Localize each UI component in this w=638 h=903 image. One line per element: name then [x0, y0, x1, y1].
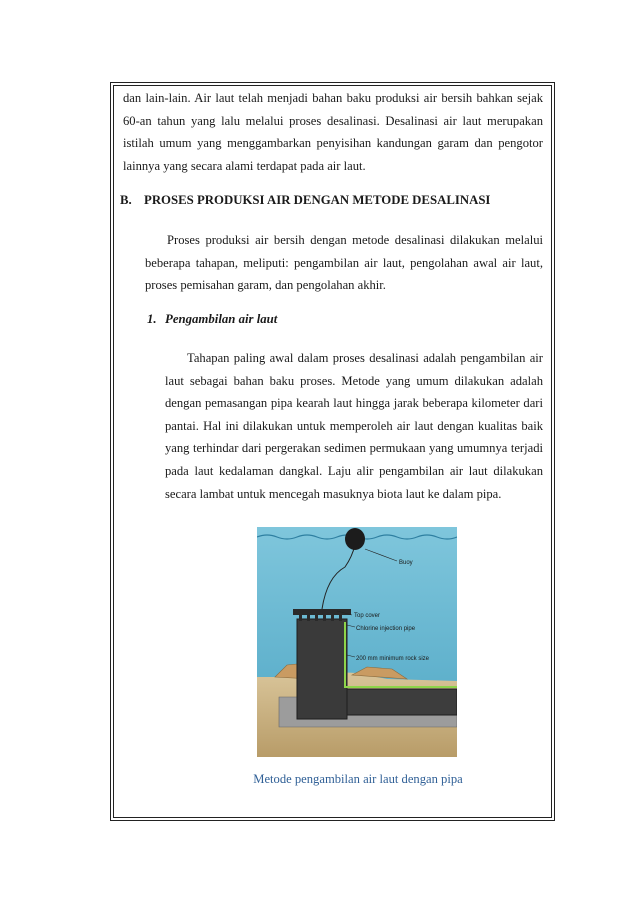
intake-chamber — [297, 619, 347, 719]
buoy-label: Buoy — [399, 560, 413, 566]
intake-pipe-figure — [257, 527, 457, 757]
section-b-title: PROSES PRODUKSI AIR DENGAN METODE DESALINASI — [144, 193, 491, 207]
subsection-1-heading — [147, 312, 277, 327]
subsection-1-paragraph: Tahapan paling awal dalam proses desalinasi adalah pengambilan air laut sebagai bahan baku proses. Metode yang umum dilakukan adalah dengan pemasangan pipa kearah laut hingga jarak beberapa kilometer dari pantai. Hal ini dilakukan untuk memperoleh air laut dengan kualitas baik yang terhindar dari pergerakan sedimen permukaan yang umumnya terjadi pada laut kedalaman dangkal. Laju alir pengambilan air laut dilakukan secara lambat untuk mencegah masuknya biota laut ke dalam pipa. — [165, 351, 543, 501]
section-b-paragraph: Proses produksi air bersih dengan metode desalinasi dilakukan melalui beberapa tahapan, meliputi: pengambilan air laut, pengolahan awal air laut, proses pemisahan garam, dan pengolahan akhir. — [145, 233, 543, 293]
intro-paragraph: dan lain-lain. Air laut telah menjadi bahan baku produksi air bersih bahkan sejak 60-an tahun yang lalu melalui proses desalinasi. Desalinasi air laut merupakan istilah umum yang menggambarkan penyisihan kandungan garam dan pengotor lainnya yang secara alami terdapat pada air laut. — [123, 91, 543, 173]
buoy-float — [345, 528, 365, 550]
section-b-heading — [120, 193, 490, 208]
intake-pipe — [347, 689, 457, 715]
rock-label: 200 mm minimum rock size — [356, 656, 430, 662]
intake-pipe-diagram — [257, 527, 457, 757]
figure-caption: Metode pengambilan air laut dengan pipa — [253, 772, 463, 786]
subsection-1-number: 1. — [147, 312, 157, 326]
chlorine-label: Chlorine injection pipe — [356, 626, 416, 632]
subsection-1-title: Pengambilan air laut — [165, 312, 278, 326]
top-cover-label: Top cover — [354, 613, 381, 619]
section-b-number: B. — [120, 193, 132, 207]
top-cover — [293, 609, 351, 615]
